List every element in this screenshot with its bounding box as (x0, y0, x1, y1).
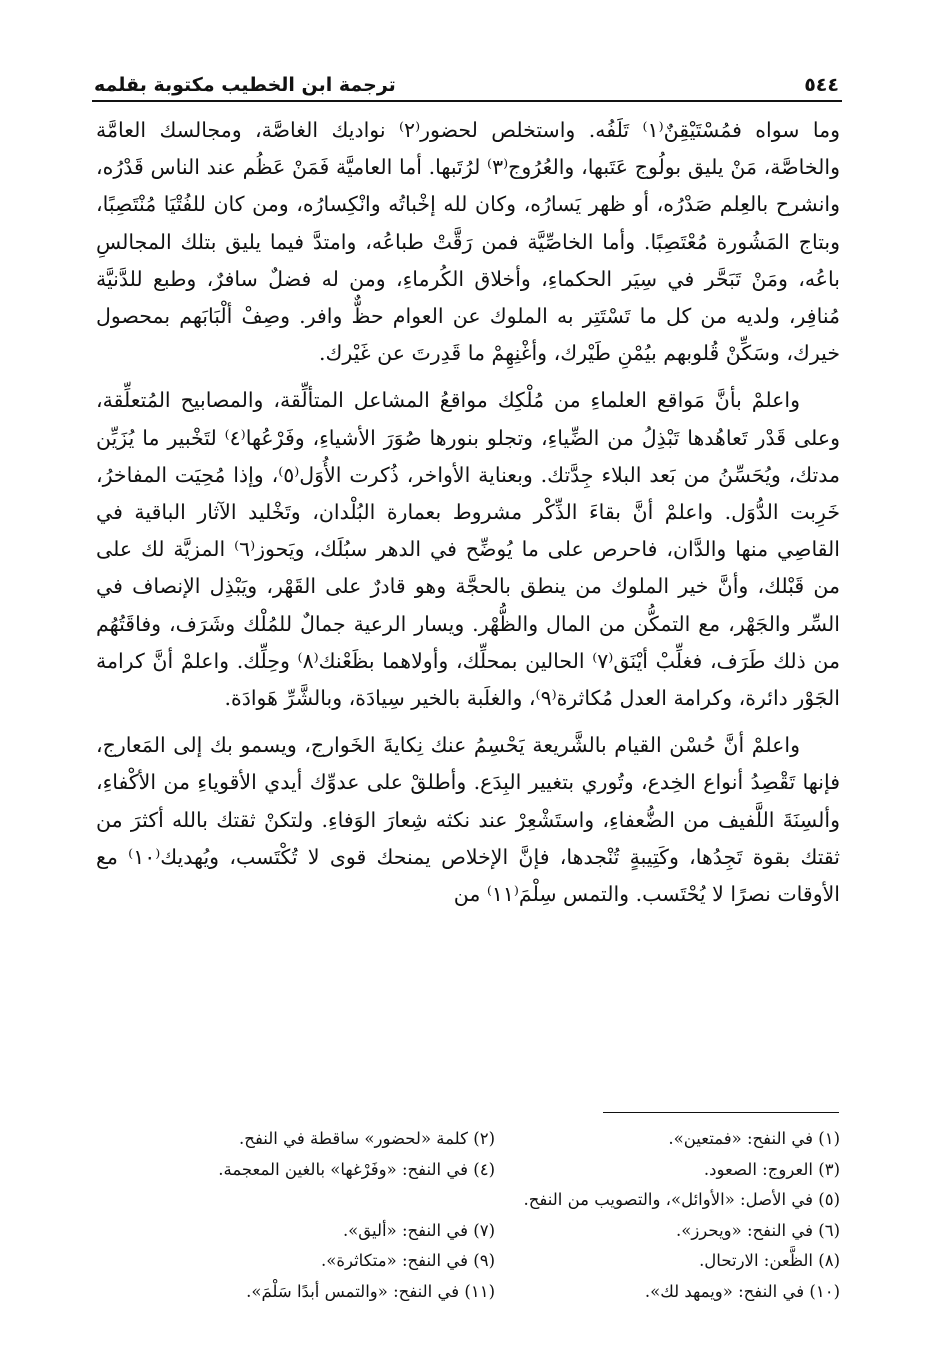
footnote-10: (١٠) في النفح: «ويمهد لك». (644, 1281, 840, 1301)
running-title: ترجمة ابن الخطيب مكتوبة بقلمه (94, 74, 396, 96)
footnote-8: (٨) الظَّعن: الارتحال. (699, 1251, 840, 1270)
footnote-7: (٧) في النفح: «أليق». (342, 1220, 495, 1240)
footnote-rule (603, 1112, 839, 1113)
footnote-4: (٤) في النفح: «وفَرْغها» بالغين المعجمة. (218, 1159, 495, 1179)
footnote-6: (٦) في النفح: «ويحرز». (676, 1220, 840, 1240)
page-number: ٥٤٤ (804, 74, 839, 96)
footnote-2: (٢) كلمة «لحضور» ساقطة في النفح. (239, 1129, 495, 1148)
footnotes (100, 1124, 840, 1307)
footnote-1: (١) في النفح: «فمتعين». (668, 1129, 840, 1148)
footnote-9: (٩) في النفح: «متكاثرة». (320, 1251, 495, 1270)
paragraph-1: وما سواه فمُسْتَيْقِنٌ⁽١⁾ تَلَفُه. واستخلص لحضور⁽٢⁾ نواديك الغاصَّة، ومجالسك العامَّة والخاصَّة، مَنْ يليق بولُوج عَتَبها، والعُرُوج⁽٣⁾ لرُتَبها. أما العاميَّة فَمَنْ عَظُم عند الناس قَدْرُه، وانشرح بالعِلم صَدْرُه، أو ظهر يَسارُه، وكان لله إخْباتُه وانْكِسارُه، ومن كان للفُتْيَا مُنْتَصِبًا، وبتاج المَشُورة مُعْتَصِبًا. وأما الخاصِّيَّة فمن رَقَّتْ طباعُه، وامتدَّ فيما يليق بتلك المجالسِ باعُه، ومَنْ تَبَحَّر في سِيَر الحكماءِ، وأخلاق الكُرماءِ، ومن له فضلٌ سافرٌ، وطبع للدَّنيَّة مُنافِر، ولديه من كل ما تَسْتَتِر به الملوك عن العوام حظٌّ وافر. وصِفْ ألْبَابَهم بمحصول خيرك، وسَكِّنْ قُلوبهم بيُمْنِ طَيْرك، وأغْنِهِمْ ما قَدِرتَ عن غَيْرك. (96, 118, 841, 366)
page-header (94, 56, 839, 100)
footnote-5: (٥) في الأصل: «الأوائل»، والتصويب من النفح. (523, 1190, 840, 1209)
header-rule (92, 100, 842, 102)
paragraph-2: واعلمْ بأنَّ مَواقع العلماءِ من مُلْكِك مواقعُ المشاعل المتألِّقة، والمصابيح المُتعلِّقة، وعلى قَدْر تَعاهُدها تَبْذِلُ من الضِّياءِ، وتجلو بنورها صُوَرَ الأشياءِ، وفَرْعُها⁽٤⁾ لتَخْبير ما يُزَيِّن مدتك، ويُحَسِّنُ من بَعد البلاء جِدَّتك. وبعناية الأواخر، ذُكرت الأُوَل⁽٥⁾، وإذا مُحِيَت المفاخرُ، خَرِبت الدُّوَل. واعلمْ أنَّ بقاءَ الذِّكْر مشروط بعمارة البُلْدان، وتَخْليد الآثار الباقية في القاصِي منها والدَّان، فاحرص على ما يُوضِّح في الدهر سبُلَك، ويَحوز⁽٦⁾ المزيَّة لك على من قَبْلك، وأنَّ خير الملوك من ينطق بالحجَّة وهو قادرٌ على القَهْر، ويَبْذِل الإنصاف في السِّر والجَهْر، مع التمكُّن من المال والظُّهْر. ويسار الرعية جمالٌ للمُلْك وشَرَف، وفاقَتُهُم من ذلك طَرَف، فغلِّبْ أيْنَق⁽٧⁾ الحالين بمحلِّك، وأولاهما بظَعْنك⁽٨⁾ وحِلِّك. واعلمْ أنَّ كرامة الجَوْر دائرة، وكرامة العدل مُكاثرة⁽٩⁾، والغلَبة بالخير سِيادَة، وبالشَّرِّ هَوادَة. (96, 388, 841, 711)
footnote-3: (٣) العروج: الصعود. (703, 1159, 840, 1179)
paragraph-3: واعلمْ أنَّ حُسْن القيام بالشَّريعة يَحْسِمُ عنك نِكايةَ الخَوارج، ويسمو بك إلى المَعارج، فإنها تَقْصِدُ أنواع الخِدع، وتُوري بتغيير البِدَع. وأطلقْ على عدوِّك أيدي الأقوياءِ من الأكْفاءِ، وألسِنَةَ اللَّفيف من الضُّعفاءِ، واستَشْعِرْ عند نكثه شِعارَ الوَفاءِ. ولتكنْ ثقتك بالله أكثرَ من ثقتك بقوة تَجِدُها، وكَتِيبةٍ تُنْجدها، فإنَّ الإخلاص يمنحك قوى لا تُكْتَسب، ويُهديك⁽١٠⁾ مع الأوقات نصرًا لا يُحْتَسب. والتمس سِلْمَ⁽١١⁾ من (96, 733, 840, 907)
footnote-11: (١١) في النفح: «والتمس أبدًا سَلْمَ». (246, 1281, 495, 1301)
body-text (96, 112, 840, 923)
